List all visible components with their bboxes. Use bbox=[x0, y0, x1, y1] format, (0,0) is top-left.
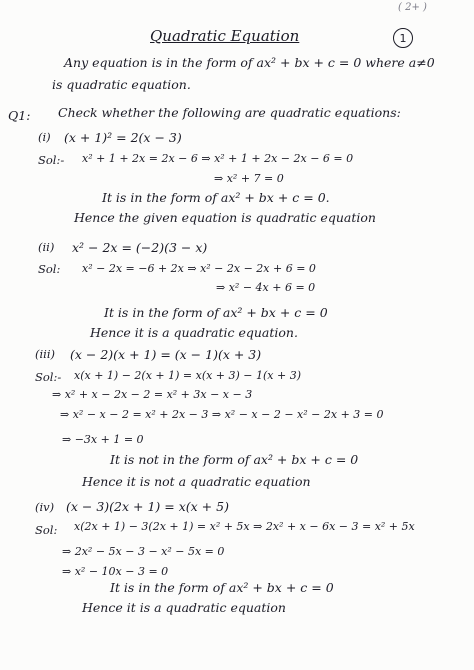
part-4-equation: (x − 3)(2x + 1) = x(x + 5) bbox=[66, 499, 229, 514]
part-4-step-1: x(2x + 1) − 3(2x + 1) = x² + 5x ⇒ 2x² + x − 6x − 3 = x² + 5x bbox=[74, 520, 415, 533]
part-3-label: (iii) bbox=[35, 347, 56, 361]
corner-mark: ( 2+ ) bbox=[398, 2, 427, 13]
part-1-conclusion-2: Hence the given equation is quadratic equation bbox=[74, 210, 376, 225]
part-1-conclusion-1: It is in the form of ax² + bx + c = 0. bbox=[102, 190, 330, 205]
page-number-circle bbox=[393, 28, 413, 48]
part-2-conclusion-2: Hence it is a quadratic equation. bbox=[90, 325, 298, 340]
part-1-label: (i) bbox=[38, 130, 51, 144]
part-4-conclusion-1: It is in the form of ax² + bx + c = 0 bbox=[110, 580, 334, 595]
part-3-step-3: ⇒ x² − x − 2 = x² + 2x − 3 ⇒ x² − x − 2 − x² − 2x + 3 = 0 bbox=[60, 408, 384, 421]
part-4-label: (iv) bbox=[35, 500, 55, 514]
part-1-step-1: x² + 1 + 2x = 2x − 6 ⇒ x² + 1 + 2x − 2x − 6 = 0 bbox=[82, 152, 354, 165]
part-4-conclusion-2: Hence it is a quadratic equation bbox=[82, 600, 286, 615]
part-3-step-2: ⇒ x² + x − 2x − 2 = x² + 3x − x − 3 bbox=[52, 388, 253, 401]
part-3-step-1: x(x + 1) − 2(x + 1) = x(x + 3) − 1(x + 3) bbox=[74, 369, 302, 382]
part-3-conclusion-1: It is not in the form of ax² + bx + c = 0 bbox=[110, 452, 359, 467]
page-number: 1 bbox=[399, 31, 407, 45]
part-2-step-1: x² − 2x = −6 + 2x ⇒ x² − 2x − 2x + 6 = 0 bbox=[82, 262, 316, 275]
part-2-sol-label: Sol: bbox=[38, 262, 61, 276]
part-1-sol-label: Sol:- bbox=[38, 153, 65, 167]
part-3-sol-label: Sol:- bbox=[35, 370, 62, 384]
question-label: Q1: bbox=[8, 108, 31, 123]
question-text: Check whether the following are quadratic equations: bbox=[58, 105, 401, 120]
page-title: Quadratic Equation bbox=[150, 27, 300, 45]
part-3-step-4: ⇒ −3x + 1 = 0 bbox=[62, 433, 144, 446]
part-4-sol-label: Sol: bbox=[35, 523, 58, 537]
part-2-conclusion-1: It is in the form of ax² + bx + c = 0 bbox=[104, 305, 328, 320]
part-3-equation: (x − 2)(x + 1) = (x − 1)(x + 3) bbox=[70, 347, 262, 362]
part-2-step-2: ⇒ x² − 4x + 6 = 0 bbox=[216, 281, 316, 294]
part-2-equation: x² − 2x = (−2)(3 − x) bbox=[72, 240, 208, 255]
part-4-step-3: ⇒ x² − 10x − 3 = 0 bbox=[62, 565, 169, 578]
part-4-step-2: ⇒ 2x² − 5x − 3 − x² − 5x = 0 bbox=[62, 545, 225, 558]
part-1-step-2: ⇒ x² + 7 = 0 bbox=[214, 172, 284, 185]
intro-line-1: Any equation is in the form of ax² + bx + c = 0 where a≠0 bbox=[64, 55, 435, 70]
part-3-conclusion-2: Hence it is not a quadratic equation bbox=[82, 474, 311, 489]
intro-line-2: is quadratic equation. bbox=[52, 77, 191, 92]
part-2-label: (ii) bbox=[38, 240, 55, 254]
part-1-equation: (x + 1)² = 2(x − 3) bbox=[64, 130, 182, 145]
